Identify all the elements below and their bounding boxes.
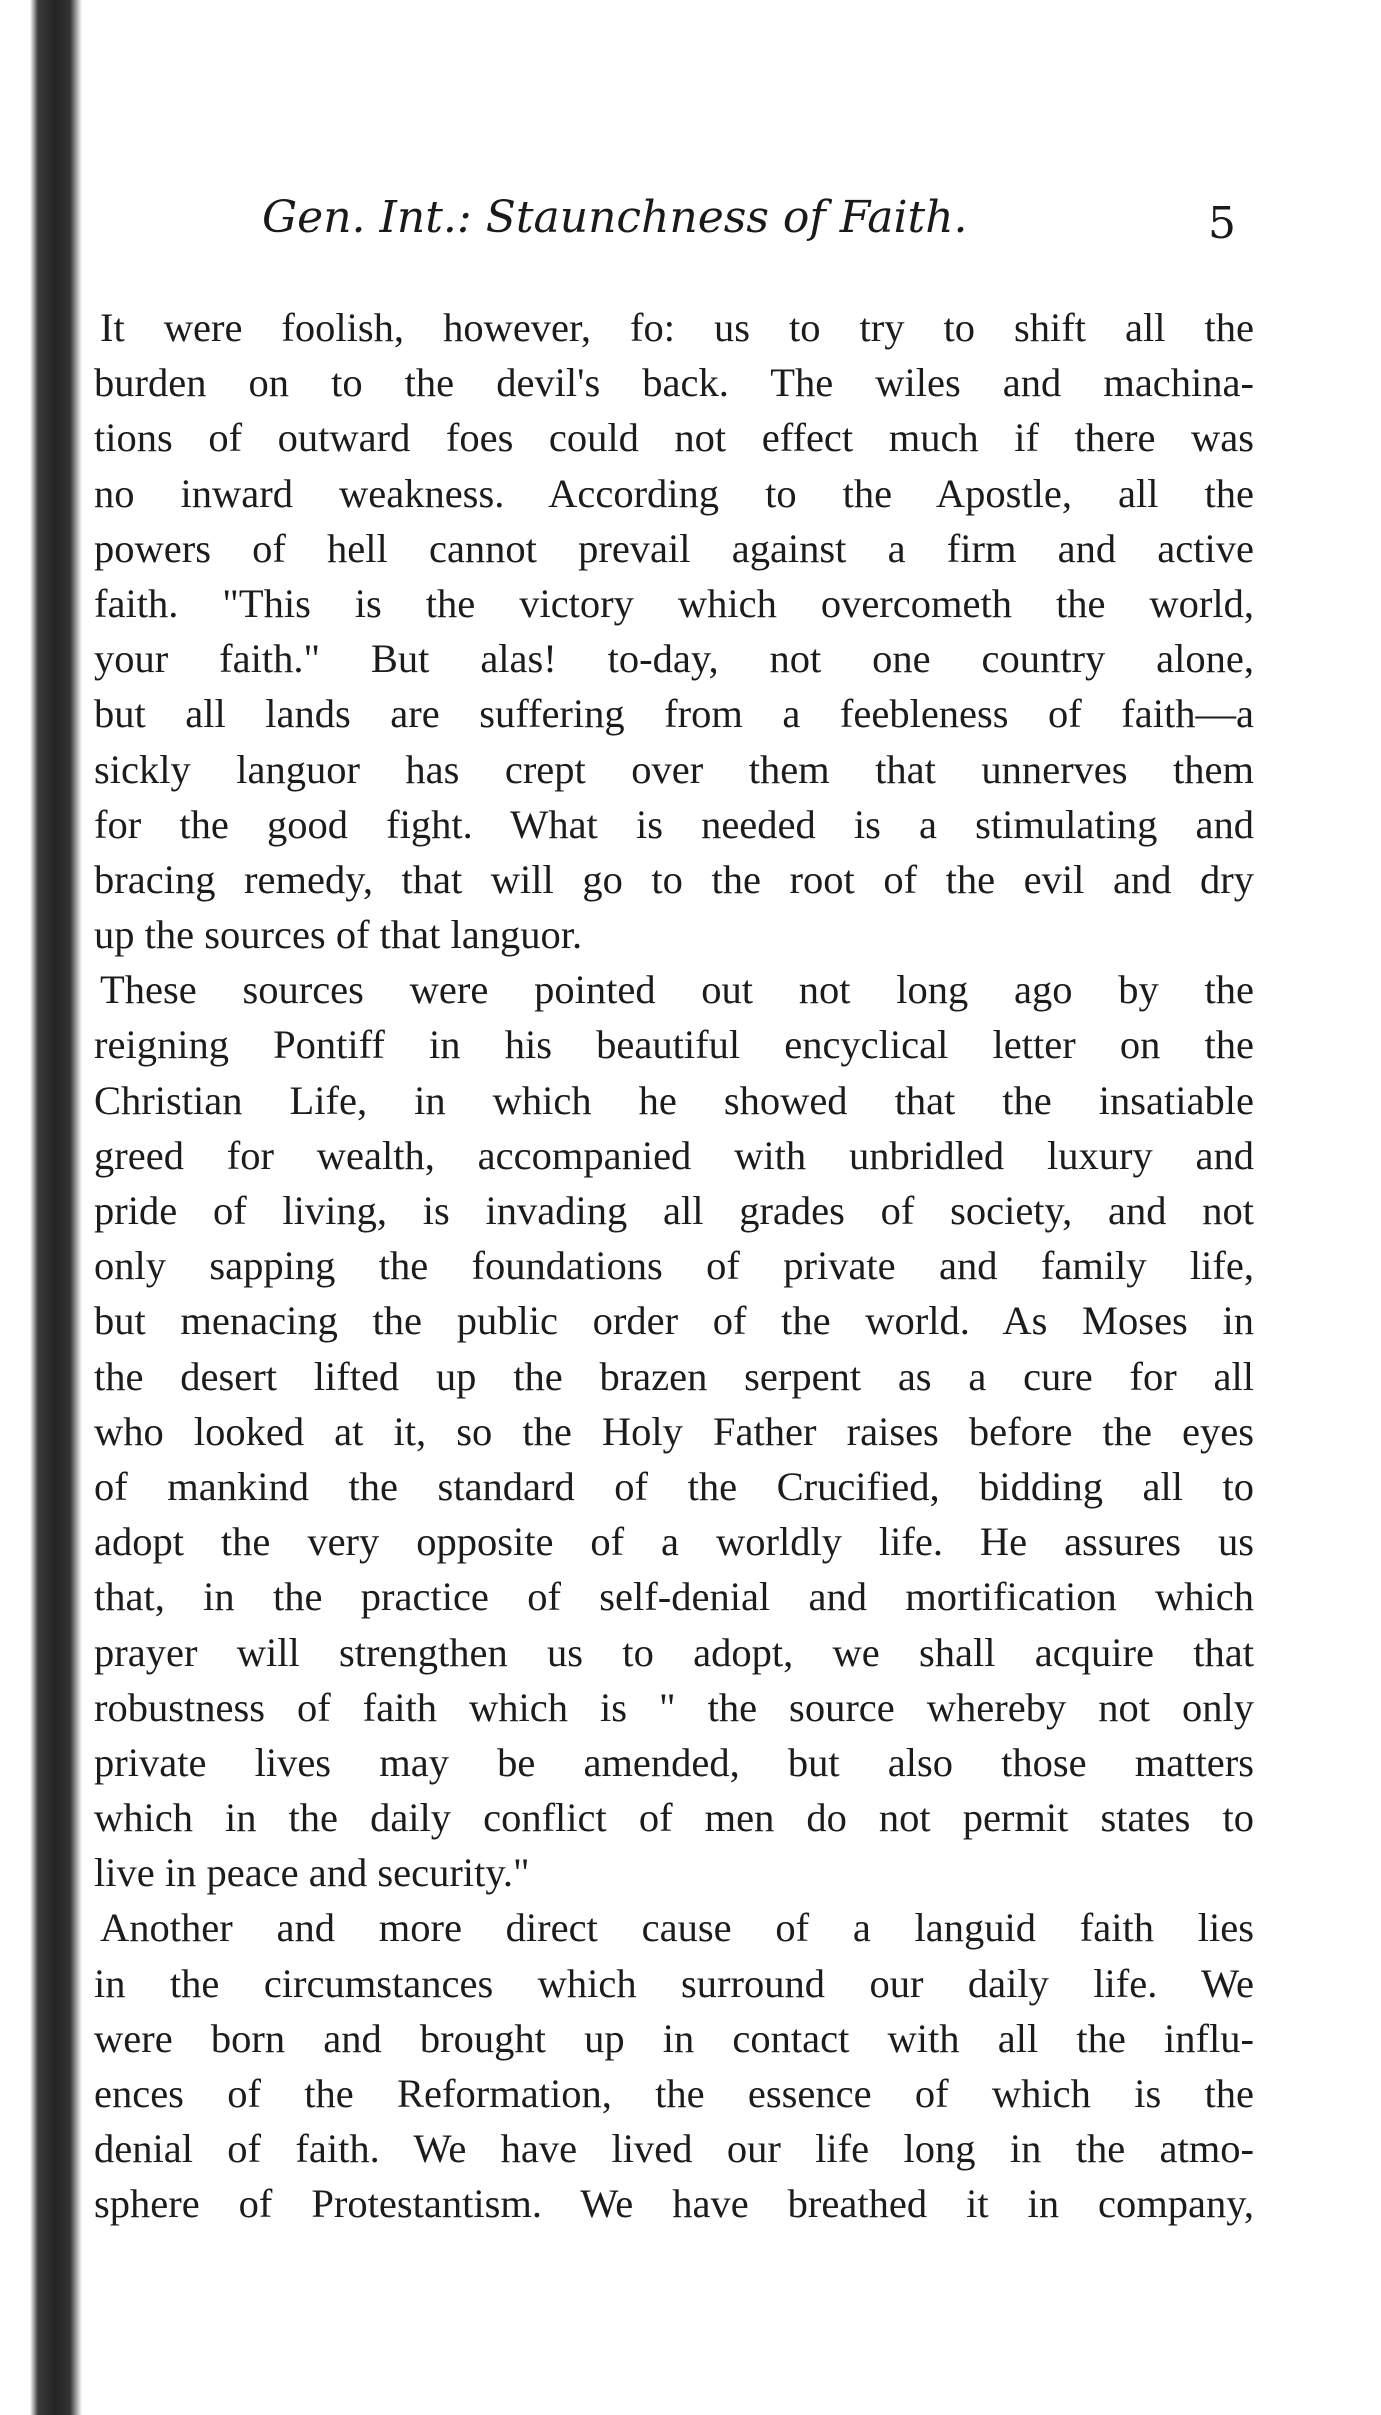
text-line: Christian Life, in which he showed that the insatiable [94,1077,1254,1123]
text-line: private lives may be amended, but also those matters [94,1739,1254,1785]
text-line: reigning Pontiff in his beautiful encyclical letter on the [94,1022,1254,1068]
paragraph [94,962,1254,1900]
text-line: ences of the Reformation, the essence of which is the [94,2071,1254,2116]
text-line: faith. "This is the victory which overcometh the world, [94,580,1254,626]
text-line: in the circumstances which surround our daily life. We [94,1960,1254,2006]
text-line: prayer will strengthen us to adopt, we shall acquire that [94,1629,1254,1675]
text-line: sphere of Protestantism. We have breathed it in company, [94,2181,1254,2227]
running-header [250,192,1250,262]
text-line: live in peace and security." [94,1850,530,1896]
text-line: the desert lifted up the brazen serpent as a cure for all [94,1353,1254,1399]
text-line: for the good fight. What is needed is a stimulating and [94,801,1254,847]
text-line: burden on to the devil's back. The wiles and machina- [94,360,1254,406]
text-line: that, in the practice of self-denial and mortification which [94,1574,1254,1620]
text-line: up the sources of that languor. [94,912,583,958]
binding-gutter-shadow [0,0,82,2415]
running-title: Gen. Int.: Staunchness of Faith. [262,192,968,243]
text-line: robustness of faith which is " the source whereby not only [94,1684,1254,1730]
text-line: adopt the very opposite of a worldly life. He assures us [94,1519,1254,1565]
text-line: These sources were pointed out not long ago by the [100,967,1254,1013]
text-line: who looked at it, so the Holy Father raises before the eyes [94,1408,1254,1454]
paragraph [94,300,1254,962]
body-text [94,300,1254,2232]
text-line: bracing remedy, that will go to the root of the evil and dry [94,856,1254,902]
text-line: which in the daily conflict of men do not permit states to [94,1795,1254,1841]
text-line: no inward weakness. According to the Apostle, all the [94,470,1254,516]
text-line: were born and brought up in contact with all the influ- [94,2015,1254,2061]
text-line: powers of hell cannot prevail against a firm and active [94,525,1254,571]
text-line: pride of living, is invading all grades of society, and not [94,1188,1254,1233]
text-line: your faith." But alas! to-day, not one country alone, [94,636,1254,682]
text-line: but all lands are suffering from a feebleness of faith—a [94,691,1254,737]
page-number: 5 [1208,198,1236,249]
text-line: denial of faith. We have lived our life long in the atmo- [94,2126,1254,2172]
text-line: It were foolish, however, fo: us to try to shift all the [100,305,1254,350]
text-line: of mankind the standard of the Crucified, bidding all to [94,1463,1254,1509]
text-line: only sapping the foundations of private and family life, [94,1243,1254,1289]
text-line: but menacing the public order of the world. As Moses in [94,1298,1254,1344]
paragraph [94,1900,1254,2231]
text-line: greed for wealth, accompanied with unbridled luxury and [94,1132,1254,1178]
text-line: tions of outward foes could not effect much if there was [94,415,1254,461]
text-line: Another and more direct cause of a languid faith lies [100,1905,1254,1951]
text-line: sickly languor has crept over them that unnerves them [94,746,1254,792]
